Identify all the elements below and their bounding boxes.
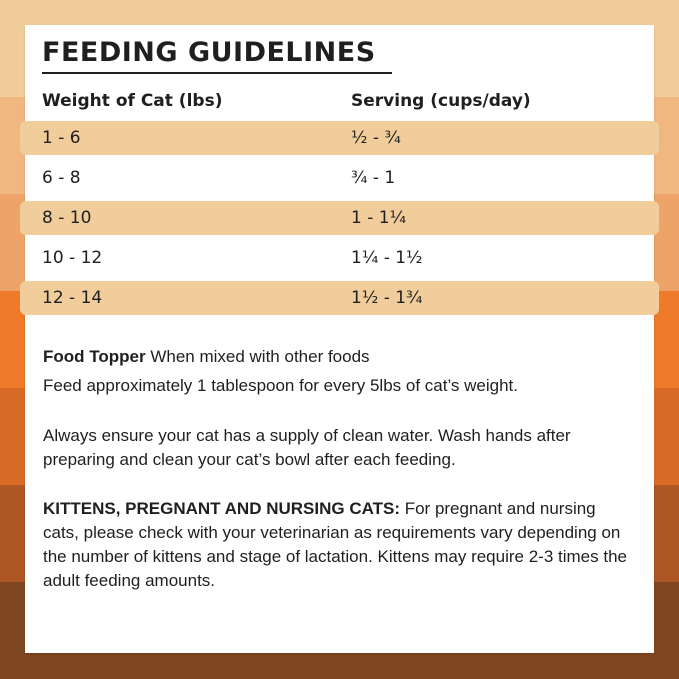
- title-underline: [42, 72, 392, 74]
- serving-cell: 1½ - 1¾: [351, 288, 423, 308]
- food-topper-instruction: Feed approximately 1 tablespoon for every 5lbs of cat’s weight.: [43, 376, 519, 395]
- feeding-table: [20, 121, 659, 315]
- serving-cell: 1 - 1¼: [351, 208, 407, 228]
- weight-cell: 8 - 10: [42, 208, 92, 228]
- kittens-text: For pregnant and nursing cats, please check with your veterinarian as requirements vary depending on the number of kittens and stage of lactation. Kittens may require 2-3 times the adult feeding amounts.: [43, 499, 627, 590]
- weight-cell: 6 - 8: [42, 168, 81, 188]
- food-topper-note: When mixed with other foods: [145, 347, 370, 366]
- column-header-weight: Weight of Cat (lbs): [42, 91, 223, 111]
- weight-cell: 10 - 12: [42, 248, 103, 268]
- table-row: [20, 158, 659, 198]
- water-note: Always ensure your cat has a supply of clean water. Wash hands after preparing and clean your cat’s bowl after each feeding.: [43, 426, 571, 469]
- serving-cell: 1¼ - 1½: [351, 248, 423, 268]
- feeding-guidelines-card: [25, 25, 654, 653]
- kittens-note: [43, 497, 635, 593]
- serving-cell: ¾ - 1: [351, 168, 396, 188]
- column-header-serving: Serving (cups/day): [351, 91, 531, 111]
- page-title: FEEDING GUIDELINES: [42, 37, 376, 68]
- serving-cell: ½ - ¾: [351, 128, 401, 148]
- food-topper-line: [43, 345, 643, 369]
- weight-cell: 12 - 14: [42, 288, 103, 308]
- table-row: [20, 281, 659, 315]
- table-row: [20, 121, 659, 155]
- weight-cell: 1 - 6: [42, 128, 81, 148]
- table-row: [20, 201, 659, 235]
- kittens-label: KITTENS, PREGNANT AND NURSING CATS:: [43, 499, 400, 518]
- food-topper-label: Food Topper: [43, 347, 146, 366]
- table-row: [20, 238, 659, 278]
